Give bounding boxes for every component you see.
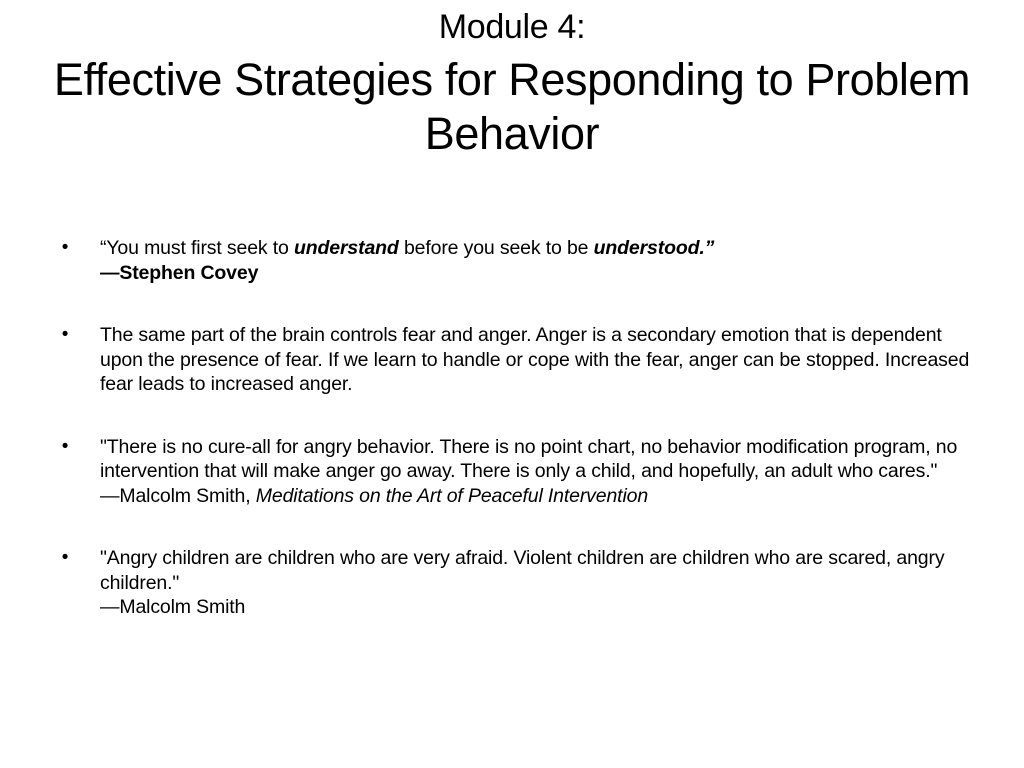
slide-title	[40, 8, 984, 161]
bullet-smith-angry-children	[58, 546, 978, 620]
bullet-smith-cure-all	[58, 435, 978, 509]
smith-cure-all-quote: "There is no cure-all for angry behavior. There is no point chart, no behavior modification program, no intervention that will make anger go away. There is only a child, and hopefully, an adult who cares."	[100, 435, 958, 482]
smith-author: —Malcolm Smith,	[100, 484, 256, 507]
bullet-marker: •	[61, 547, 69, 568]
covey-quote-mid: before you seek to be	[398, 237, 594, 259]
smith-angry-children-quote: "Angry children are children who are very afraid. Violent children are children who are scared, angry children."	[100, 547, 945, 594]
fear-anger-text: The same part of the brain controls fear and anger. Anger is a secondary emotion that is dependent upon the presence of fear. If we learn to handle or cope with the fear, anger can be stopped. Increased fear leads to increased anger.	[100, 324, 970, 395]
bullet-marker: •	[61, 435, 69, 457]
bullet-marker: •	[61, 324, 69, 345]
bullet-marker: •	[61, 237, 69, 258]
covey-emph-understood: understood.”	[593, 237, 715, 259]
title-module: Module 4:	[438, 8, 586, 46]
smith-angry-children-attribution: —Malcolm Smith	[100, 596, 246, 618]
covey-emph-understand: understand	[294, 237, 399, 259]
covey-quote	[100, 236, 978, 261]
covey-quote-start: “You must first seek to	[100, 237, 295, 259]
covey-attribution: —Stephen Covey	[100, 261, 259, 284]
title-heading: Effective Strategies for Responding to Problem Behavior	[53, 54, 971, 160]
bullet-covey-quote	[58, 236, 978, 285]
smith-cure-all-attribution	[100, 484, 978, 509]
bullet-fear-anger	[58, 323, 978, 397]
bullet-list	[58, 236, 978, 620]
smith-book-title: Meditations on the Art of Peaceful Intervention	[255, 484, 649, 507]
